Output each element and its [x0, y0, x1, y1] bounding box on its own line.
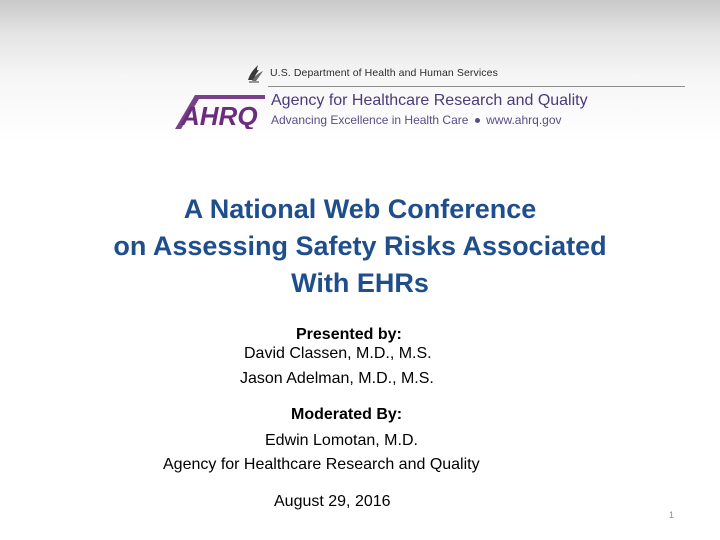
agency-website: www.ahrq.gov: [486, 113, 562, 127]
ahrq-logo: [175, 93, 265, 129]
agency-tagline-row: [271, 113, 562, 127]
hhs-header: [244, 61, 498, 85]
agency-name: Agency for Healthcare Research and Quality: [271, 92, 588, 109]
presenter-name-2: Jason Adelman, M.D., M.S.: [240, 370, 434, 387]
moderator-affiliation: Agency for Healthcare Research and Quality: [163, 456, 480, 473]
moderated-by-label: Moderated By:: [291, 406, 403, 423]
presented-by-label: Presented by:: [296, 326, 402, 343]
conference-date: August 29, 2016: [274, 493, 391, 510]
agency-tagline: Advancing Excellence in Health Care: [271, 113, 469, 127]
slide-number: 1: [669, 510, 675, 520]
hhs-eagle-icon: [244, 62, 266, 84]
presenter-name-1: David Classen, M.D., M.S.: [244, 345, 432, 362]
title-line-1: A National Web Conference: [183, 194, 537, 224]
moderator-name: Edwin Lomotan, M.D.: [265, 432, 418, 449]
hhs-department-name: U.S. Department of Health and Human Services: [270, 67, 498, 79]
title-line-3: With EHRs: [291, 268, 429, 298]
bullet-dot: [475, 118, 480, 123]
ahrq-logo-text: AHRQ: [181, 101, 258, 129]
header-divider: [268, 86, 685, 87]
slide-title: [0, 191, 720, 302]
title-line-2: on Assessing Safety Risks Associated: [113, 231, 607, 261]
